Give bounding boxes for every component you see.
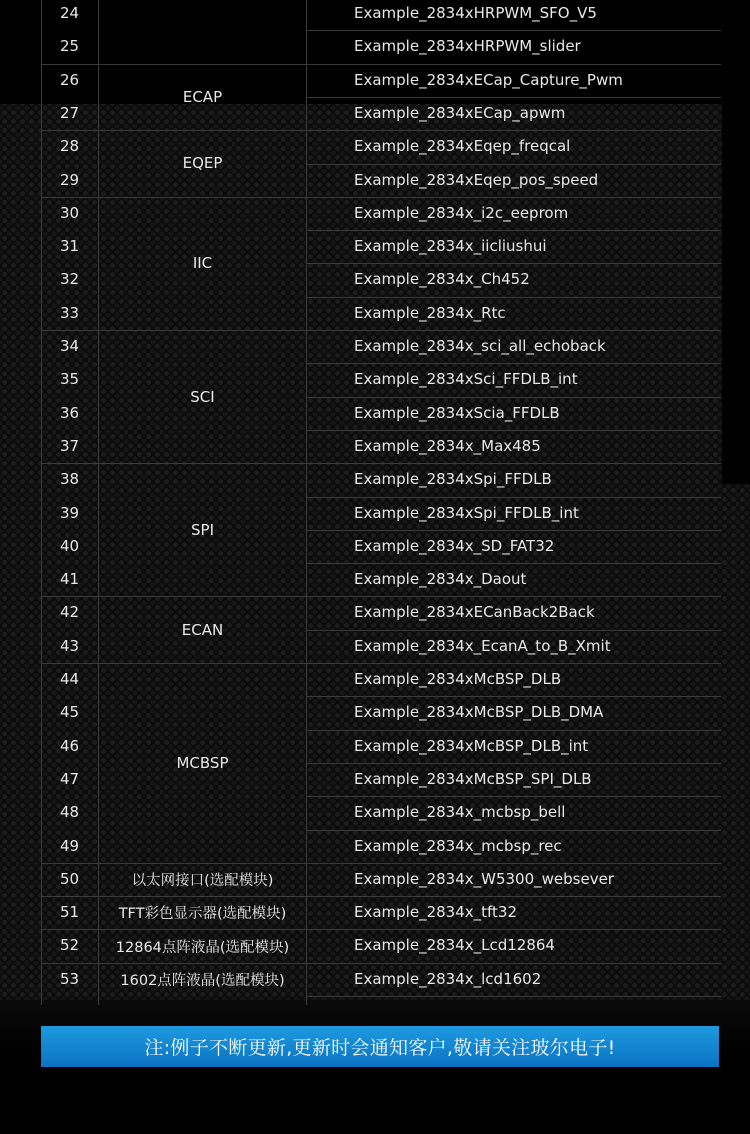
example-name: Example_2834x_Rtc [354, 303, 506, 322]
row-divider [307, 463, 721, 464]
category-label: 以太网接口(选配模块) [131, 872, 274, 889]
category-label: MCBSP [176, 753, 229, 772]
row-divider [307, 896, 721, 897]
example-name: Example_2834xMcBSP_DLB_DMA [354, 703, 604, 722]
row-divider [307, 64, 721, 65]
example-name: Example_2834xECanBack2Back [354, 603, 595, 622]
row-number: 50 [59, 869, 80, 888]
category-label: ECAN [181, 620, 224, 639]
category-divider [41, 130, 306, 131]
example-name: Example_2834xSpi_FFDLB [354, 470, 552, 489]
example-name: Example_2834x_Max485 [354, 436, 541, 455]
row-number: 39 [59, 503, 80, 522]
example-name: Example_2834x_EcanA_to_B_Xmit [354, 636, 611, 655]
row-divider [307, 263, 721, 264]
row-number: 32 [59, 270, 80, 289]
example-name: Example_2834xEqep_freqcal [354, 137, 571, 156]
row-divider [307, 830, 721, 831]
example-name: Example_2834x_sci_all_echoback [354, 337, 606, 355]
row-divider [307, 164, 721, 165]
row-divider [307, 497, 721, 498]
row-divider [307, 630, 721, 631]
example-name: Example_2834xHRPWM_SFO_V5 [354, 4, 597, 22]
row-number: 40 [59, 536, 80, 555]
row-number: 45 [59, 703, 80, 722]
category-label [99, 0, 306, 64]
category-label: IIC [192, 254, 213, 273]
row-number: 33 [59, 303, 80, 322]
row-number: 51 [59, 903, 80, 922]
row-divider [307, 796, 721, 797]
example-name: Example_2834x_i2c_eeprom [354, 203, 569, 222]
category-divider [41, 663, 306, 664]
row-divider [307, 663, 721, 664]
row-divider [307, 397, 721, 398]
row-divider [307, 363, 721, 364]
example-name: Example_2834xHRPWM_slider [354, 37, 581, 56]
row-divider [307, 996, 721, 997]
category-divider [41, 596, 306, 597]
example-name: Example_2834x_lcd1602 [354, 969, 542, 988]
row-divider [307, 863, 721, 864]
example-name: Example_2834x_W5300_websever [354, 869, 614, 888]
example-name: Example_2834xMcBSP_DLB_int [354, 736, 589, 755]
row-number: 35 [59, 370, 80, 389]
example-name: Example_2834xMcBSP_DLB [354, 670, 562, 688]
row-divider [307, 430, 721, 431]
category-label: SPI [191, 520, 214, 539]
category-label: 1602点阵液晶(选配模块) [120, 972, 285, 989]
example-name: Example_2834xMcBSP_SPI_DLB [354, 769, 592, 788]
row-divider [307, 563, 721, 564]
row-number: 37 [59, 436, 80, 455]
row-number: 30 [59, 203, 80, 222]
row-divider [307, 963, 721, 964]
example-name: Example_2834x_iicliushui [354, 237, 547, 256]
table-divider-category [306, 0, 307, 1005]
example-name: Example_2834x_Daout [354, 570, 527, 589]
row-divider [307, 197, 721, 198]
row-divider [307, 929, 721, 930]
example-name: Example_2834x_mcbsp_rec [354, 836, 562, 855]
row-divider [307, 130, 721, 131]
category-label: TFT彩色显示器(选配模块) [118, 906, 287, 923]
row-number: 52 [59, 936, 80, 955]
row-divider [307, 730, 721, 731]
row-divider [307, 763, 721, 764]
example-name: Example_2834x_mcbsp_bell [354, 803, 566, 822]
row-number: 36 [59, 403, 80, 422]
row-number: 34 [59, 337, 80, 355]
row-divider [307, 530, 721, 531]
row-number: 24 [59, 4, 80, 22]
row-number: 31 [59, 237, 80, 256]
category-divider [41, 929, 306, 930]
example-name: Example_2834x_Lcd12864 [354, 936, 555, 955]
category-divider [41, 197, 306, 198]
footer-note-text: 注:例子不断更新,更新时会通知客户,敬请关注玻尔电子! [144, 1037, 616, 1059]
category-divider [41, 963, 306, 964]
row-number: 44 [59, 670, 80, 688]
row-divider [307, 596, 721, 597]
example-name: Example_2834xECap_Capture_Pwm [354, 70, 623, 89]
category-label: EQEP [182, 154, 223, 173]
row-number: 28 [59, 137, 80, 156]
right-dark-band [722, 104, 750, 484]
examples-table [41, 0, 721, 1005]
row-divider [307, 297, 721, 298]
category-label: SCI [190, 387, 215, 406]
row-divider [307, 330, 721, 331]
row-number: 25 [59, 37, 80, 56]
row-number: 53 [59, 969, 80, 988]
example-name: Example_2834x_tft32 [354, 903, 517, 922]
row-number: 46 [59, 736, 80, 755]
row-number: 42 [59, 603, 80, 622]
row-number: 26 [59, 70, 80, 89]
example-name: Example_2834xScia_FFDLB [354, 403, 560, 422]
category-label: 12864点阵液晶(选配模块) [115, 939, 290, 956]
row-divider [307, 696, 721, 697]
category-divider [41, 463, 306, 464]
category-divider [41, 64, 306, 65]
example-name: Example_2834xEqep_pos_speed [354, 170, 599, 189]
row-divider [307, 97, 721, 98]
row-number: 48 [59, 803, 80, 822]
example-name: Example_2834xSpi_FFDLB_int [354, 503, 579, 522]
category-divider [41, 896, 306, 897]
example-name: Example_2834xSci_FFDLB_int [354, 370, 578, 389]
row-number: 49 [59, 836, 80, 855]
row-number: 41 [59, 570, 80, 589]
example-name: Example_2834x_Ch452 [354, 270, 530, 289]
example-name: Example_2834xECap_apwm [354, 103, 566, 122]
category-divider [41, 863, 306, 864]
row-number: 38 [59, 470, 80, 489]
row-divider [307, 30, 721, 31]
row-number: 27 [59, 103, 80, 122]
example-name: Example_2834x_SD_FAT32 [354, 536, 555, 555]
row-number: 29 [59, 170, 80, 189]
footer-note-banner [41, 1026, 719, 1067]
row-divider [307, 230, 721, 231]
bottom-fade [0, 1000, 750, 1134]
row-number: 47 [59, 769, 80, 788]
category-divider [41, 330, 306, 331]
category-label: ECAP [182, 87, 223, 106]
row-number: 43 [59, 636, 80, 655]
